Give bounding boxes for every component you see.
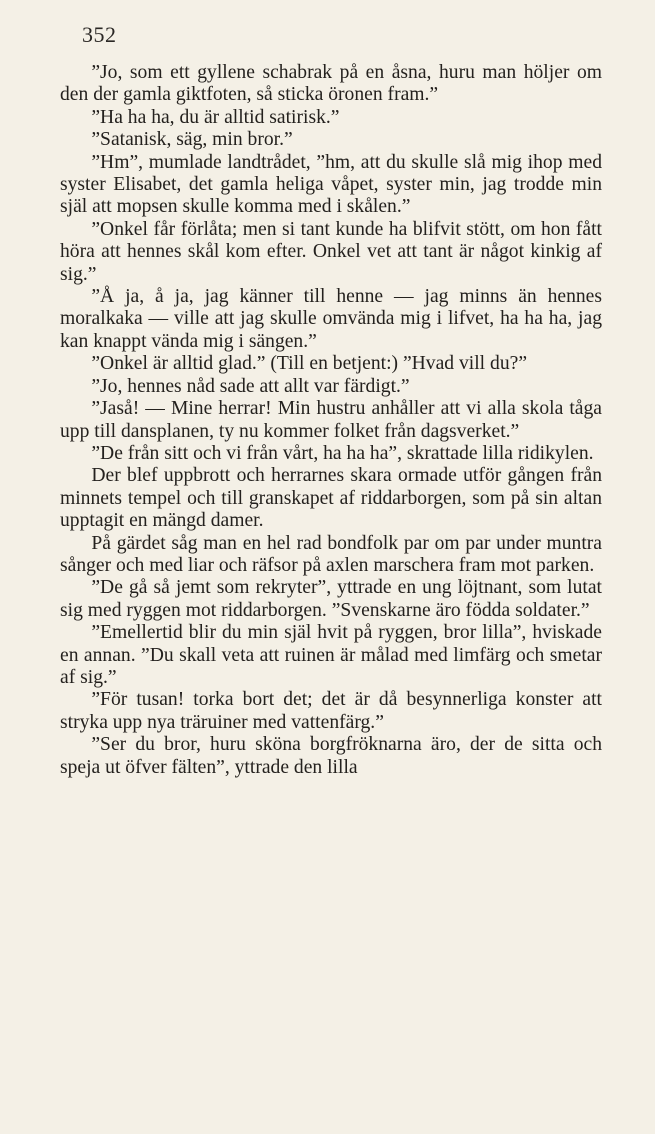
paragraph: På gärdet såg man en hel rad bondfolk par om par under muntra sånger och med liar och räfsor på axlen marschera fram mot parken. — [60, 532, 602, 576]
paragraph: ”Ha ha ha, du är alltid satirisk.” — [91, 106, 340, 128]
paragraph: ”Å ja, å ja, jag känner till henne — jag minns än hennes moralkaka — ville att jag skulle omvända mig i lifvet, ha ha ha, jag kan knappt vända mig i sängen.” — [60, 286, 602, 352]
paragraph: ”Jo, hennes nåd sade att allt var färdigt.” — [91, 375, 410, 397]
paragraph: ”Emellertid blir du min själ hvit på ryggen, bror lilla”, hviskade en annan. ”Du skall veta att ruinen är målad med limfärg och smetar af sig.” — [60, 622, 602, 688]
paragraph: ”Ser du bror, huru sköna borgfröknarna äro, der de sitta och speja ut öfver fälten”, yttrade den lilla — [60, 734, 602, 778]
paragraph: ”Hm”, mumlade landtrådet, ”hm, att du skulle slå mig ihop med syster Elisabet, det gamla heliga våpet, syster min, jag trodde min själ att mopsen skulle komma med i skålen.” — [60, 151, 602, 218]
page-number: 352 — [82, 22, 117, 47]
paragraph: ”De gå så jemt som rekryter”, yttrade en ung löjtnant, som lutat sig med ryggen mot riddarborgen. ”Svenskarne äro födda soldater.” — [60, 577, 602, 621]
paragraph: ”Jaså! — Mine herrar! Min hustru anhåller att vi alla skola tåga upp till dansplanen, ty nu kommer folket från dagsverket.” — [60, 398, 602, 442]
paragraph: ”Onkel är alltid glad.” (Till en betjent:) ”Hvad vill du?” — [91, 353, 528, 375]
paragraph: ”De från sitt och vi från vårt, ha ha ha”, skrattade lilla ridikylen. — [91, 442, 594, 464]
paragraph: ”Jo, som ett gyllene schabrak på en åsna, huru man höljer om den der gamla giktfoten, så sticka öronen fram.” — [60, 62, 602, 106]
body-text — [60, 62, 602, 779]
paragraph: ”För tusan! torka bort det; det är då besynnerliga konster att stryka upp nya träruiner med vattenfärg.” — [60, 689, 602, 733]
paragraph: ”Satanisk, säg, min bror.” — [91, 129, 293, 151]
paragraph: Der blef uppbrott och herrarnes skara ormade utför gången från minnets tempel och till granskapet af riddarborgen, som på sin altan upptagit en mängd damer. — [60, 465, 602, 532]
paragraph: ”Onkel får förlåta; men si tant kunde ha blifvit stött, om hon fått höra att hennes skål kom efter. Onkel vet att tant är något kinkig af sig.” — [60, 218, 602, 285]
